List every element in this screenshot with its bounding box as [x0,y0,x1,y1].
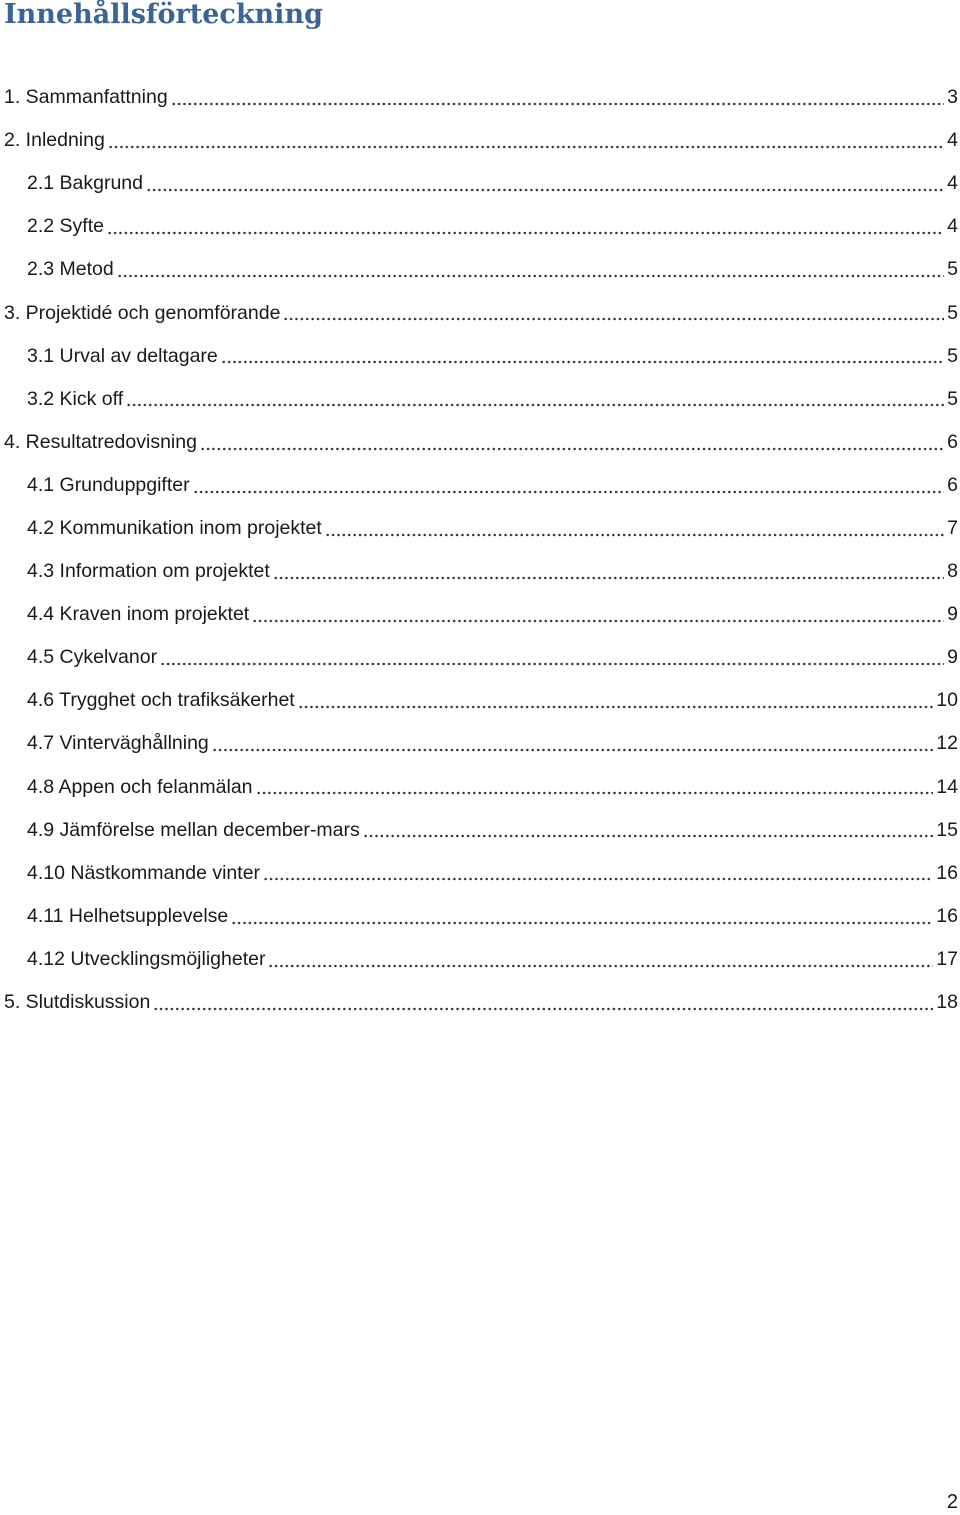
toc-entry-title: 4.9 Jämförelse mellan december-mars [27,818,360,841]
toc-entry-title: 4.10 Nästkommande vinter [27,861,261,884]
toc-dot-leader [325,519,944,539]
toc-dot-leader [252,605,944,625]
toc-entry[interactable] [0,291,960,334]
toc-entry-title: 4. Resultatredovisning [4,430,197,453]
toc-entry-title: 2.2 Syfte [27,215,104,238]
toc-entry[interactable] [0,766,960,809]
toc-entry[interactable] [0,550,960,593]
toc-entry-title: 2. Inledning [4,129,105,152]
toc-entry-title: 4.8 Appen och felanmälan [27,775,253,798]
toc-entry[interactable] [0,722,960,765]
toc-entry-page: 5 [947,258,958,281]
toc-dot-leader [231,907,933,927]
toc-entry-page: 6 [947,473,958,496]
toc-entry-page: 17 [936,947,958,970]
toc-entry-title: 5. Slutdiskussion [4,991,151,1014]
toc-entry[interactable] [0,119,960,162]
toc-entry[interactable] [0,421,960,464]
toc-entry-title: 4.1 Grunduppgifter [27,473,190,496]
toc-entry[interactable] [0,464,960,507]
toc-entry-page: 16 [936,904,958,927]
toc-entry-page: 16 [936,861,958,884]
toc-entry-page: 9 [947,646,958,669]
toc-entry-title: 4.6 Trygghet och trafiksäkerhet [27,689,295,712]
toc-entry-page: 15 [936,818,958,841]
toc-dot-leader [160,648,944,668]
toc-entry-page: 14 [936,775,958,798]
toc-dot-leader [153,993,933,1013]
toc-entry-title: 4.3 Information om projektet [27,560,270,583]
toc-entry[interactable] [0,205,960,248]
toc-dot-leader [126,389,944,409]
toc-entry[interactable] [0,636,960,679]
toc-dot-leader [298,691,934,711]
toc-entry-title: 4.7 Vinterväghållning [27,732,209,755]
toc-dot-leader [193,476,945,496]
toc-dot-leader [263,863,933,883]
toc-heading: Innehållsförteckning [4,0,323,30]
toc-entry[interactable] [0,378,960,421]
table-of-contents [0,76,960,1024]
toc-entry[interactable] [0,852,960,895]
toc-entry[interactable] [0,76,960,119]
toc-entry[interactable] [0,162,960,205]
toc-entry-page: 4 [947,129,958,152]
page-number: 2 [946,1491,958,1513]
toc-entry[interactable] [0,938,960,981]
toc-entry-page: 5 [947,387,958,410]
toc-entry-page: 3 [947,86,958,109]
toc-entry-page: 5 [947,301,958,324]
toc-dot-leader [273,562,944,582]
toc-entry-title: 4.4 Kraven inom projektet [27,603,250,626]
toc-entry-page: 12 [936,732,958,755]
toc-entry-title: 2.3 Metod [27,258,114,281]
toc-entry-title: 4.2 Kommunikation inom projektet [27,516,322,539]
toc-entry[interactable] [0,679,960,722]
toc-entry[interactable] [0,248,960,291]
toc-entry-title: 3. Projektidé och genomförande [4,301,281,324]
toc-entry-title: 4.11 Helhetsupplevelse [27,904,229,927]
toc-dot-leader [200,433,944,453]
toc-entry[interactable] [0,593,960,636]
toc-entry-page: 6 [947,430,958,453]
toc-dot-leader [256,777,934,797]
toc-entry[interactable] [0,507,960,550]
toc-entry-page: 5 [947,344,958,367]
toc-entry-page: 10 [936,689,958,712]
toc-dot-leader [117,260,944,280]
toc-entry-page: 9 [947,603,958,626]
toc-entry-title: 3.1 Urval av deltagare [27,344,218,367]
toc-dot-leader [221,346,944,366]
toc-entry[interactable] [0,981,960,1024]
toc-dot-leader [283,303,944,323]
toc-dot-leader [363,820,934,840]
toc-entry-title: 3.2 Kick off [27,387,124,410]
toc-entry-title: 4.5 Cykelvanor [27,646,158,669]
toc-entry-page: 4 [947,172,958,195]
toc-entry[interactable] [0,335,960,378]
toc-entry-page: 7 [947,516,958,539]
toc-entry-page: 8 [947,560,958,583]
toc-entry-page: 18 [936,991,958,1014]
toc-dot-leader [146,174,944,194]
toc-dot-leader [212,734,934,754]
toc-entry-title: 1. Sammanfattning [4,86,168,109]
toc-entry[interactable] [0,809,960,852]
toc-entry-title: 2.1 Bakgrund [27,172,144,195]
toc-entry-page: 4 [947,215,958,238]
toc-dot-leader [268,950,933,970]
toc-dot-leader [108,131,944,151]
toc-entry[interactable] [0,895,960,938]
toc-dot-leader [107,217,944,237]
toc-dot-leader [171,88,944,108]
toc-entry-title: 4.12 Utvecklingsmöjligheter [27,947,266,970]
